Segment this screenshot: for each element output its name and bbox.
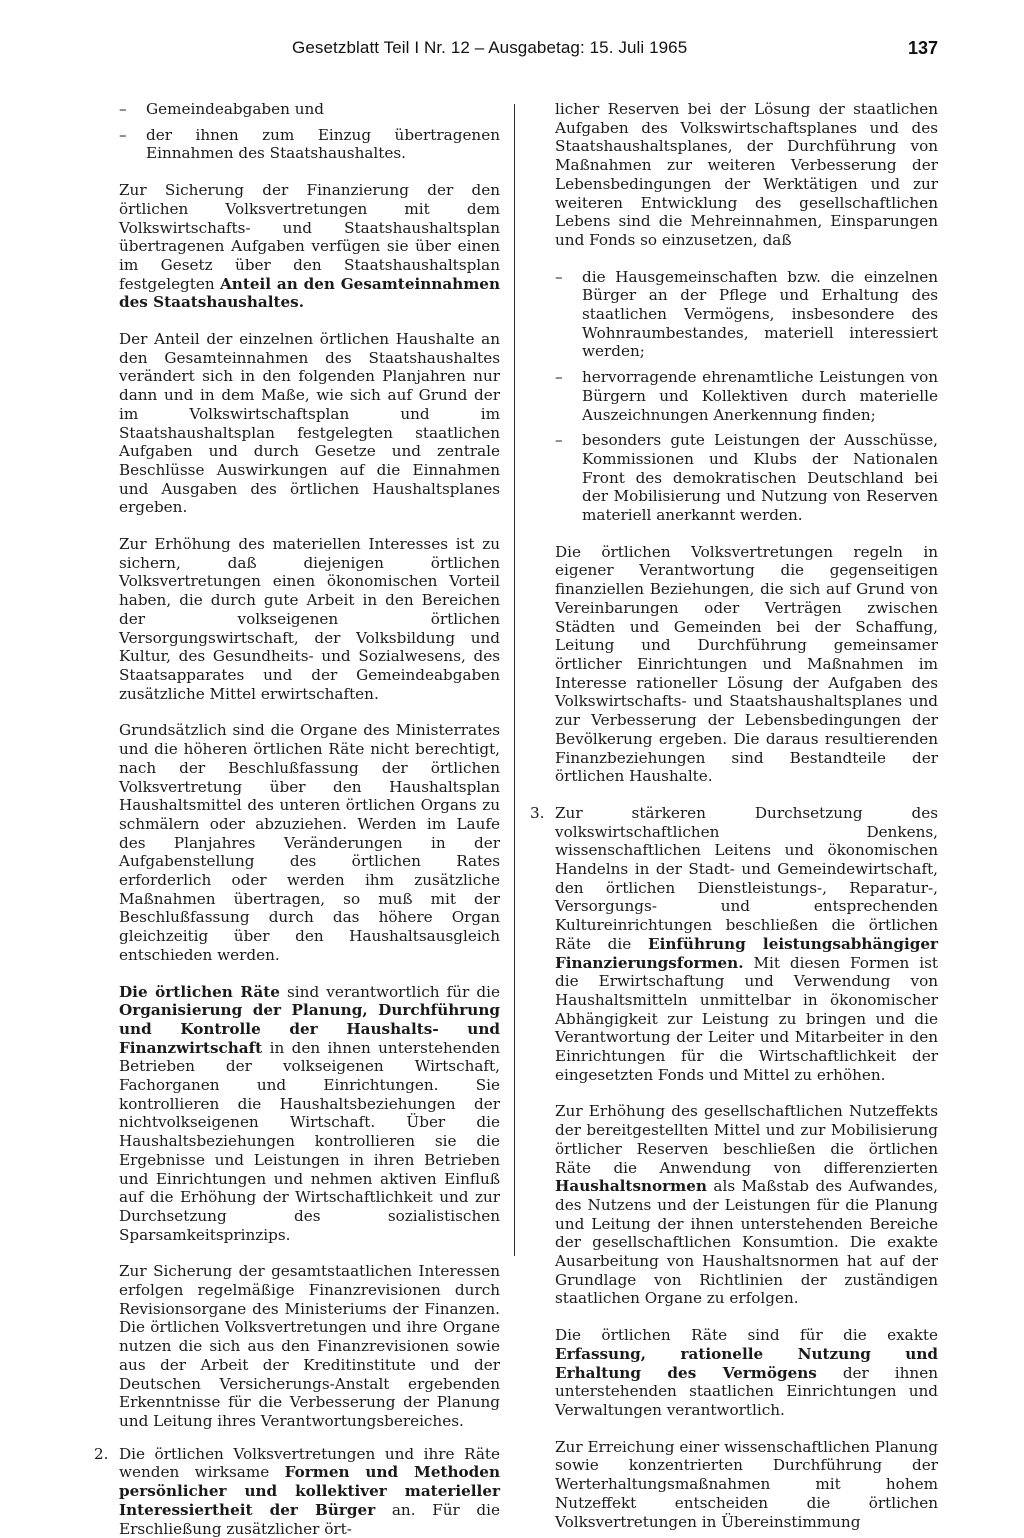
bold-term: Organisierung der Planung, Durchführung und Kontrolle der Haushalts- und Finanzwirtschaft [119, 1001, 500, 1057]
dash-item: – hervorragende ehrenamtliche Leistungen von Bürgern und Kollektiven durch materielle Auszeichnungen Anerkennung finden; [555, 368, 938, 424]
paragraph-text: der ihnen unterstehenden staatlichen Einrichtungen und Verwaltungen verantwortlich. [555, 1363, 938, 1419]
item-number: 2. [94, 1444, 109, 1463]
bold-term: Haushaltsnormen [555, 1177, 707, 1196]
bold-term: Einführung leistungsabhängiger Finanzierungsformen. [555, 934, 938, 972]
paragraph [555, 1326, 938, 1420]
left-column [94, 100, 500, 1538]
paragraph-text: Zur stärkeren Durchsetzung des volkswirtschaftlichen Denkens, wissenschaftlichen Leitens und ökonomischen Handelns in der Stadt- und Gemeindewirtschaft, den örtlichen Dienstleistungs-, Reparatur-, Versorgungs- und entsprechenden Kultureinrichtungen beschließen die örtlichen Räte die [555, 803, 938, 953]
bold-term: Erfassung, rationelle Nutzung und Erhaltung des Vermögens [555, 1344, 938, 1382]
paragraph: Grundsätzlich sind die Organe des Ministerrates und die höheren örtlichen Räte nicht berechtigt, nach der Beschlußfassung der örtlichen Volksvertretung über den Haushaltsplan Haushaltsmittel des unteren örtlichen Organs zu schmälern oder abzuziehen. Werden im Laufe des Planjahres Veränderungen in der Aufgabenstellung des örtlichen Rates erforderlich oder werden ihm zusätzliche Maßnahmen übertragen, so muß mit der Beschlußfassung durch das höhere Organ gleichzeitig über den Haushaltsausgleich entschieden werden. [119, 721, 500, 964]
paragraph-text: Zur Sicherung der Finanzierung der den örtlichen Volksvertretungen mit dem Volkswirtschafts- und Staatshaushaltsplan übertragenen Aufgaben verfügen sie über einen im Gesetz über den Staatshaushaltsplan festgelegten [119, 181, 500, 293]
item-number: 3. [530, 803, 545, 822]
dash-item: – Gemeindeabgaben und [119, 100, 500, 119]
bold-term: Die örtlichen Räte [119, 982, 280, 1001]
page-number: 137 [908, 38, 939, 58]
paragraph: Zur Sicherung der gesamtstaatlichen Interessen erfolgen regelmäßige Finanzrevisionen durch Revisionsorgane des Ministeriums der Finanzen. Die örtlichen Volksvertretungen und ihre Organe nutzen die sich aus den Finanzrevisionen sowie aus der Arbeit der Kreditinstitute und der Deutschen Versicherungs-Anstalt ergebenden Erkenntnisse für die Verbesserung der Planung und Leitung ihres Verantwortungsbereiches. [119, 1262, 500, 1430]
paragraph: Zur Erhöhung des materiellen Interesses ist zu sichern, daß diejenigen örtlichen Volksvertretungen einen ökonomischen Vorteil haben, die durch gute Arbeit in den Bereichen der volkseigenen örtlichen Versorgungswirtschaft, der Volksbildung und Kultur, des Gesundheits- und Sozialwesens, des Staatsapparates und der Gemeindeabgaben zusätzliche Mittel erwirtschaften. [119, 535, 500, 703]
dash-item: – der ihnen zum Einzug übertragenen Einnahmen des Staatshaushaltes. [119, 126, 500, 163]
dash-item: – die Hausgemeinschaften bzw. die einzelnen Bürger an der Pflege und Erhaltung des staatlichen Vermögens, insbesondere des Wohnraumbestandes, materiell interessiert werden; [555, 268, 938, 362]
paragraph-text: an. Für die Erschließung zusätzlicher ört- [119, 1500, 500, 1538]
bold-term: Formen und Methoden persönlicher und kollektiver materieller Interessiertheit der Bürger [119, 1463, 500, 1519]
paragraph-text: in den ihnen unterstehenden Betrieben der volkseigenen Wirtschaft, Fachorganen und Einrichtungen. Sie kontrollieren die Haushaltsbeziehungen der nichtvolkseigenen Wirtschaft. Über die Haushaltsbeziehungen kontrollieren sie die Ergebnisse und Leistungen in ihren Betrieben und Einrichtungen und nehmen aktiven Einfluß auf die Erhöhung der Wirtschaftlichkeit und zur Durchsetzung des sozialistischen Sparsamkeitsprinzips. [119, 1038, 500, 1244]
paragraph [119, 983, 500, 1245]
numbered-item-2 [94, 1444, 500, 1538]
paragraph-text: sind verantwortlich für die [279, 982, 500, 1001]
header-title: Gesetzblatt Teil I Nr. 12 – Ausgabetag: 15. Juli 1965 [292, 38, 688, 57]
paragraph: Die örtlichen Volksvertretungen regeln in eigener Verantwortung die gegenseitigen finanziellen Beziehungen, die sich auf Grund von Vereinbarungen oder Verträgen zwischen Städten und Gemeinden bei der Schaffung, Leitung und Durchführung gemeinsamer örtlicher Einrichtungen und Maßnahmen im Interesse rationeller Lösung der Aufgaben des Volkswirtschafts- und Staatshaushaltsplanes und zur Verbesserung der Lebensbedingungen der Bevölkerung ergeben. Die daraus resultierenden Finanzbeziehungen sind Bestandteile der örtlichen Haushalte. [555, 542, 938, 786]
paragraph: licher Reserven bei der Lösung der staatlichen Aufgaben des Volkswirtschaftsplanes und des Staatshaushaltsplanes, der Durchführung von Maßnahmen zur weiteren Verbesserung der Lebensbedingungen der Werktätigen und zur weiteren Entwicklung des gesellschaftlichen Lebens sind die Mehreinnahmen, Einsparungen und Fonds so einzusetzen, daß [555, 100, 938, 249]
paragraph-text: Die örtlichen Räte sind für die exakte [555, 1326, 938, 1345]
numbered-item-3 [530, 803, 938, 1085]
paragraph: Der Anteil der einzelnen örtlichen Haushalte an den Gesamteinnahmen des Staatshaushaltes verändert sich in den folgenden Planjahren nur dann und in dem Maße, wie sich auf Grund der im Volkswirtschaftsplan und im Staatshaushaltsplan festgelegten staatlichen Aufgaben und durch Gesetze und zentrale Beschlüsse Auswirkungen auf die Einnahmen und Ausgaben des örtlichen Haushaltsplanes ergeben. [119, 330, 500, 517]
bold-term: Anteil an den Gesamteinnahmen des Staatshaushaltes. [119, 274, 500, 312]
paragraph-text: Zur Erhöhung des gesellschaftlichen Nutzeffekts der bereitgestellten Mittel und zur Mobilisierung örtlicher Reserven beschließen die örtlichen Räte die Anwendung von differenzierten [555, 1102, 938, 1177]
paragraph [119, 181, 500, 312]
paragraph-text: als Maßstab des Aufwandes, des Nutzens und der Leistungen für die Planung und Leitung der ihnen unterstehenden Bereiche der gesellschaftlichen Konsumtion. Die exakte Ausarbeitung von Haushaltsnormen hat auf der Grundlage von Richtlinien der zuständigen staatlichen Organe zu erfolgen. [555, 1177, 938, 1308]
dash-item: – besonders gute Leistungen der Ausschüsse, Kommissionen und Klubs der Nationalen Front des demokratischen Deutschland bei der Mobilisierung und Nutzung von Reserven materiell anerkannt werden. [555, 431, 938, 525]
paragraph-text: Mit diesen Formen ist die Erwirtschaftung und Verwendung von Haushaltsmitteln unmittelbar in ökonomischer Abhängigkeit zur Leistung zu bringen und die Verantwortung der Leiter und Mitarbeiter in den Einrichtungen für die Wirtschaftlichkeit der eingesetzten Fonds und Mittel zu erhöhen. [555, 953, 938, 1084]
paragraph [555, 1102, 938, 1308]
right-column [530, 100, 938, 1531]
running-header [0, 38, 1024, 68]
paragraph-text: Die örtlichen Volksvertretungen und ihre Räte wenden wirksame [119, 1444, 500, 1482]
column-divider [514, 104, 515, 1256]
paragraph: Zur Erreichung einer wissenschaftlichen Planung sowie konzentrierten Durchführung der Werterhaltungsmaßnahmen mit hohem Nutzeffekt entscheiden die örtlichen Volksvertretungen in Übereinstimmung [555, 1437, 938, 1531]
